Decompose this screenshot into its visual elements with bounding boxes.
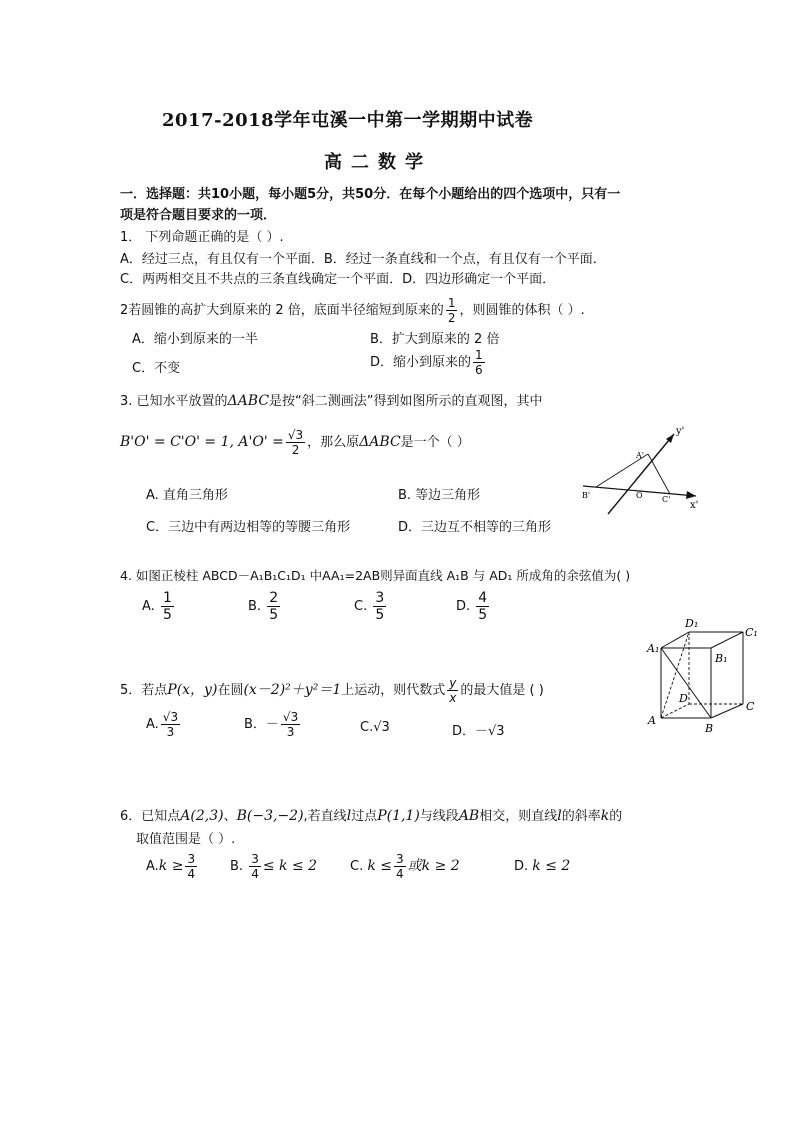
q3-option-c: C．三边中有两边相等的等腰三角形 bbox=[146, 520, 351, 535]
q4-option-d-den: 5 bbox=[478, 607, 488, 623]
q6-stem-mid3: 与线段 bbox=[419, 809, 459, 824]
q3-option-a: A. 直角三角形 bbox=[146, 488, 228, 503]
q6-stem-tail: 的 bbox=[609, 809, 623, 824]
q2-option-a: A．缩小到原来的一半 bbox=[132, 332, 258, 347]
q2-stem bbox=[120, 296, 585, 325]
q3-triangle2: ΔABC bbox=[359, 434, 401, 450]
q6-option-c-tail: 或k ≥ 2 bbox=[407, 858, 460, 874]
q4-option-d-num: 4 bbox=[478, 590, 488, 606]
q3-condition bbox=[120, 428, 470, 457]
q6-point-p: P(1,1) bbox=[377, 808, 420, 824]
q6-option-b-frac bbox=[249, 852, 261, 881]
q6-stem-line2: 取值范围是（ ）. bbox=[136, 832, 236, 847]
q4-label-c: C bbox=[746, 700, 755, 713]
q3-option-d: D．三边互不相等的三角形 bbox=[398, 520, 552, 535]
q2-option-d bbox=[370, 348, 487, 377]
q6-line-l2: l bbox=[557, 808, 562, 824]
q6-option-d bbox=[514, 858, 570, 874]
q4-options bbox=[142, 590, 491, 623]
exam-title: 2017-2018学年屯溪一中第一学期期中试卷 bbox=[162, 110, 534, 131]
q3-label-a: A' bbox=[636, 451, 644, 460]
q4-option-b-frac bbox=[267, 590, 280, 623]
q6-option-b-den: 4 bbox=[251, 867, 259, 881]
q2-stem-pre: 2若圆锥的高扩大到原来的 2 倍，底面半径缩短到原来的 bbox=[120, 303, 444, 318]
q4-option-d-label: D. bbox=[456, 599, 471, 614]
q6-slope-k: k bbox=[600, 808, 610, 824]
q4-edge-bc bbox=[711, 704, 743, 718]
q6-point-b: B(−3,−2) bbox=[236, 808, 304, 824]
q6-stem-mid4: 相交，则直线 bbox=[479, 809, 558, 824]
q4-option-c-frac bbox=[373, 590, 386, 623]
q6-option-a-frac bbox=[185, 852, 197, 881]
q6-stem-mid2: 过点 bbox=[351, 809, 378, 824]
q6-option-d-expr: k ≤ 2 bbox=[532, 858, 571, 874]
q3-x-arrow bbox=[686, 491, 696, 499]
q6-option-c-frac bbox=[394, 852, 406, 881]
q5-frac-den: x bbox=[449, 691, 457, 705]
q3-sqrt3-over-2 bbox=[286, 428, 305, 457]
q5-option-b-num: √3 bbox=[282, 710, 299, 724]
q2-option-d-pre: D．缩小到原来的 bbox=[370, 355, 472, 370]
q4-option-a-label: A. bbox=[142, 599, 155, 614]
q5-frac-num: y bbox=[449, 676, 457, 690]
q3-label-b: B' bbox=[582, 491, 591, 500]
q6-option-c-pre: C. bbox=[350, 859, 364, 874]
q6-option-b-tail: ≤ k ≤ 2 bbox=[262, 858, 318, 874]
q5-y-over-x bbox=[447, 676, 458, 705]
q5-option-a-den: 3 bbox=[166, 725, 175, 739]
exam-subtitle: 高二数学 bbox=[324, 152, 432, 173]
q6-option-a-num: 3 bbox=[187, 852, 196, 866]
q4-option-d bbox=[456, 590, 491, 623]
q6-stem-mid5: 的斜率 bbox=[561, 809, 601, 824]
q3-cond-post: ，那么原 bbox=[307, 435, 360, 450]
q3-label-c: C' bbox=[662, 495, 671, 504]
q3-label-o: O bbox=[636, 491, 643, 500]
q2-stem-post: ，则圆锥的体积（ ）. bbox=[459, 303, 585, 318]
q2-option-c: C．不变 bbox=[132, 361, 181, 376]
q5-point: P(x，y) bbox=[167, 682, 218, 698]
q4-option-b-num: 2 bbox=[269, 590, 279, 606]
q4-label-a1: A₁ bbox=[647, 642, 660, 655]
q5-stem bbox=[120, 676, 544, 705]
q3-stem-pre: 3. 已知水平放置的 bbox=[120, 394, 228, 409]
q5-option-b-label: B．－ bbox=[244, 717, 279, 732]
q6-option-c bbox=[350, 852, 460, 881]
q6-point-a: A(2,3) bbox=[180, 808, 224, 824]
q4-label-b: B bbox=[705, 722, 714, 735]
q5-option-a-label: A. bbox=[146, 717, 159, 732]
q6-option-d-pre: D. bbox=[514, 859, 529, 874]
q6-option-a-expr: k ≥ bbox=[158, 858, 184, 874]
q3-axes-figure bbox=[578, 422, 708, 518]
q3-side-ac bbox=[648, 454, 670, 494]
q2-sixth-fraction bbox=[473, 348, 485, 377]
q4-option-a-frac bbox=[161, 590, 174, 623]
q5-option-a-num: √3 bbox=[162, 710, 179, 724]
q5-stem-mid: 在圆 bbox=[217, 683, 244, 698]
q4-option-a-num: 1 bbox=[162, 590, 172, 606]
q4-label-d1: D₁ bbox=[685, 617, 699, 630]
q3-sqrt3: √3 bbox=[287, 428, 304, 442]
q6-option-a-pre: A. bbox=[146, 859, 159, 874]
section-heading-line1: 一．选择题：共10小题，每小题5分，共50分．在每个小题给出的四个选项中，只有一 bbox=[120, 187, 621, 202]
q4-option-b-den: 5 bbox=[269, 607, 279, 623]
q4-option-b bbox=[248, 590, 354, 623]
q5-option-b-den: 3 bbox=[286, 725, 295, 739]
q5-option-a-frac bbox=[161, 710, 180, 739]
q3-triangle: ΔABC bbox=[227, 393, 270, 409]
q4-option-c-num: 3 bbox=[375, 590, 385, 606]
q4-edge-c1b1 bbox=[711, 632, 743, 648]
q4-option-c-label: C. bbox=[354, 599, 368, 614]
q6-option-c-expr: k ≤ bbox=[367, 858, 393, 874]
q5-option-a bbox=[146, 710, 182, 739]
q6-stem-mid: ,若直线 bbox=[303, 809, 347, 824]
q3-cond-pre: B'O' = C'O' = 1, A'O' = bbox=[120, 434, 284, 450]
q5-circle: (x－2)²＋y²＝1 bbox=[243, 682, 342, 698]
q3-label-x: x' bbox=[690, 500, 699, 511]
section-heading-line2: 项是符合题目要求的一项． bbox=[120, 208, 277, 223]
q4-label-c1: C₁ bbox=[745, 626, 758, 639]
q5-stem-post: 的最大值是 ( ) bbox=[460, 683, 544, 698]
q5-stem-pre: 5．若点 bbox=[120, 683, 168, 698]
q2-half-fraction bbox=[446, 296, 458, 325]
q4-option-d-frac bbox=[476, 590, 489, 623]
q3-option-b: B. 等边三角形 bbox=[398, 488, 481, 503]
q6-option-a-den: 4 bbox=[187, 867, 196, 881]
q6-sep: 、 bbox=[223, 809, 237, 824]
q4-option-c-den: 5 bbox=[375, 607, 385, 623]
q6-option-c-num: 3 bbox=[396, 852, 404, 866]
q6-option-b-num: 3 bbox=[251, 852, 259, 866]
q6-option-a bbox=[146, 852, 199, 881]
q4-label-a: A bbox=[648, 714, 656, 727]
q4-option-c bbox=[354, 590, 456, 623]
q4-prism-figure bbox=[645, 614, 775, 736]
q4-stem: 4. 如图正棱柱 ABCD－A₁B₁C₁D₁ 中AA₁=2AB则异面直线 A₁B 与 AD₁ 所成角的余弦值为( ) bbox=[120, 568, 631, 583]
q3-stem bbox=[120, 390, 543, 409]
q3-stem-post: 是按“斜二测画法”得到如图所示的直观图，其中 bbox=[269, 394, 543, 409]
q5-option-d: D．－√3 bbox=[452, 724, 505, 739]
q5-option-b-frac bbox=[281, 710, 300, 739]
q1-options-ab: A．经过三点，有且仅有一个平面．B．经过一条直线和一个点，有且仅有一个平面． bbox=[120, 252, 606, 267]
q3-den2: 2 bbox=[291, 443, 300, 457]
q2-sixth-den: 6 bbox=[475, 363, 483, 377]
q6-option-c-den: 4 bbox=[396, 867, 404, 881]
q6-segment-ab: AB bbox=[458, 808, 480, 824]
q6-stem bbox=[120, 805, 622, 824]
q5-option-b bbox=[244, 710, 302, 739]
q2-half-num: 1 bbox=[447, 296, 456, 310]
q1-stem: 1． 下列命题正确的是（ ）. bbox=[120, 230, 284, 245]
q1-options-cd: C．两两相交且不共点的三条直线确定一个平面．D．四边形确定一个平面． bbox=[120, 272, 556, 287]
q2-sixth-num: 1 bbox=[475, 348, 483, 362]
q6-stem-pre: 6．已知点 bbox=[120, 809, 181, 824]
q2-option-b: B．扩大到原来的 2 倍 bbox=[370, 332, 500, 347]
q4-diag-a1b bbox=[661, 648, 711, 718]
q3-label-y: y' bbox=[676, 426, 685, 437]
q6-option-b-pre: B. bbox=[230, 859, 244, 874]
q4-option-a-den: 5 bbox=[162, 607, 172, 623]
q4-diag-ad1 bbox=[661, 632, 689, 718]
q5-stem-mid2: 上运动，则代数式 bbox=[341, 683, 446, 698]
q4-label-b1: B₁ bbox=[715, 652, 728, 665]
q4-option-b-label: B. bbox=[248, 599, 262, 614]
q6-option-b bbox=[230, 852, 317, 881]
q4-label-d: D bbox=[679, 692, 688, 705]
q6-line-l: l bbox=[346, 808, 352, 824]
q3-cond-tail: 是一个（ ） bbox=[400, 435, 470, 450]
q2-half-den: 2 bbox=[447, 311, 456, 325]
q4-option-a bbox=[142, 590, 248, 623]
q5-option-c: C.√3 bbox=[360, 720, 390, 735]
